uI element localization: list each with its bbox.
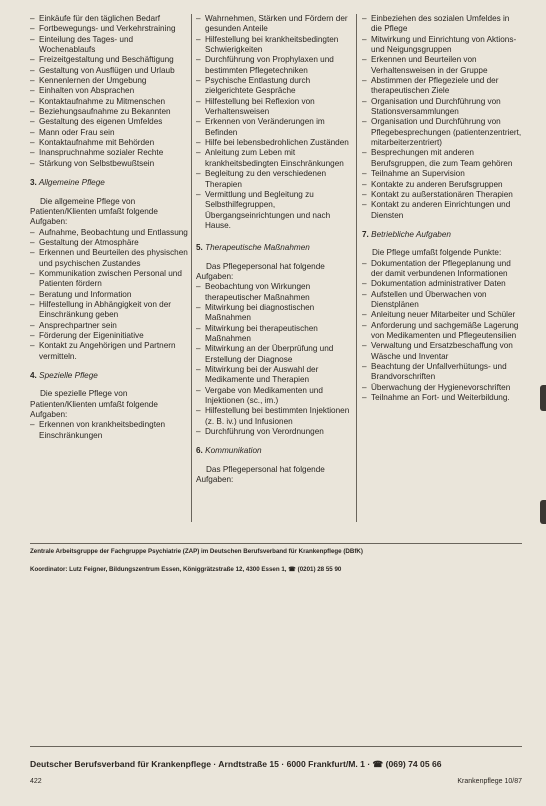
- task-list: [196, 14, 352, 231]
- list-item: – Dokumentation administrativer Daten: [362, 279, 522, 289]
- list-item: – Psychische Entlastung durch zielgerichtete Gespräche: [196, 76, 352, 97]
- coordinator-line: Koordinator: Lutz Feigner, Bildungszentrum Essen, Königgrätzstraße 12, 4300 Essen 1, ☎ (0201) 28 55 90: [30, 566, 342, 573]
- section-intro: Das Pflegepersonal hat folgende Aufgaben:: [196, 464, 325, 485]
- list-item: – Freizeitgestaltung und Beschäftigung: [30, 55, 188, 65]
- task-list: [30, 228, 188, 362]
- list-item: – Mitwirkung bei diagnostischen Maßnahmen: [196, 303, 352, 324]
- list-item: – Mitwirkung bei therapeutischen Maßnahmen: [196, 324, 352, 345]
- list-item: – Kontaktaufnahme zu Mitmenschen: [30, 97, 188, 107]
- section-title: Spezielle Pflege: [39, 371, 98, 380]
- task-list: [362, 259, 522, 404]
- section-heading: [30, 371, 188, 381]
- list-item: – Verwaltung und Ersatzbeschaffung von Wäsche und Inventar: [362, 341, 522, 362]
- scan-edge-mark: [540, 385, 546, 411]
- list-item: – Besprechungen mit anderen Berufsgruppen, die zum Team gehören: [362, 148, 522, 169]
- list-item: – Hilfestellung bei Reflexion von Verhaltensweisen: [196, 97, 352, 118]
- list-item: – Anleitung neuer Mitarbeiter und Schüler: [362, 310, 522, 320]
- task-list: [196, 282, 352, 437]
- list-item: – Einteilung des Tages- und Wochenablaufs: [30, 35, 188, 56]
- section-heading: [362, 230, 522, 240]
- list-item: – Teilnahme an Supervision: [362, 169, 522, 179]
- list-item: – Aufstellen und Überwachen von Dienstplänen: [362, 290, 522, 311]
- journal-issue: Krankenpflege 10/87: [457, 778, 522, 785]
- task-list: [362, 14, 522, 221]
- section-heading: [196, 243, 352, 253]
- list-item: – Kontakt zu außerstationären Therapien: [362, 190, 522, 200]
- list-item: – Hilfe bei lebensbedrohlichen Zuständen: [196, 138, 352, 148]
- column-divider: [191, 14, 192, 522]
- section-number: 7.: [362, 229, 369, 239]
- list-item: – Kontakt zu Angehörigen und Partnern vermitteln.: [30, 341, 188, 362]
- list-item: – Gestaltung von Ausflügen und Urlaub: [30, 66, 188, 76]
- list-item: – Stärkung von Selbstbewußtsein: [30, 159, 188, 169]
- horizontal-rule: [30, 543, 522, 544]
- list-item: – Abstimmen der Pflegeziele und der therapeutischen Ziele: [362, 76, 522, 97]
- list-item: – Mitwirkung und Einrichtung von Aktions- und Neigungsgruppen: [362, 35, 522, 56]
- section-intro: Die spezielle Pflege von Patienten/Klienten umfaßt folgende Aufgaben:: [30, 389, 158, 420]
- section-intro: Die Pflege umfaßt folgende Punkte:: [372, 248, 502, 258]
- list-item: – Fortbewegungs- und Verkehrstraining: [30, 24, 188, 34]
- list-item: – Organisation und Durchführung von Stationsversammlungen: [362, 97, 522, 118]
- list-item: – Vergabe von Medikamenten und Injektionen (sc., im.): [196, 386, 352, 407]
- column-divider: [356, 14, 357, 522]
- list-item: – Beziehungsaufnahme zu Bekannten: [30, 107, 188, 117]
- list-item: – Vermittlung und Begleitung zu Selbsthilfegruppen, Übergangseinrichtungen und nach Hause.: [196, 190, 352, 231]
- list-item: – Einbeziehen des sozialen Umfeldes in die Pflege: [362, 14, 522, 35]
- list-item: – Förderung der Eigeninitiative: [30, 331, 188, 341]
- list-item: – Durchführung von Prophylaxen und bestimmten Pflegetechniken: [196, 55, 352, 76]
- list-item: – Gestaltung der Atmosphäre: [30, 238, 188, 248]
- list-item: – Beobachtung von Wirkungen therapeutischer Maßnahmen: [196, 282, 352, 303]
- list-item: – Anforderung und sachgemäße Lagerung von Medikamenten und Pflegeutensilien: [362, 321, 522, 342]
- working-group-line: Zentrale Arbeitsgruppe der Fachgruppe Psychiatrie (ZAP) im Deutschen Berufsverband für Krankenpflege (DBfK): [30, 548, 363, 555]
- section-number: 5.: [196, 243, 203, 253]
- text-column-3: [362, 14, 522, 403]
- list-item: – Durchführung von Verordnungen: [196, 427, 352, 437]
- list-item: – Kennenlernen der Umgebung: [30, 76, 188, 86]
- list-item: – Wahrnehmen, Stärken und Fördern der gesunden Anteile: [196, 14, 352, 35]
- list-item: – Kontakt zu anderen Einrichtungen und Diensten: [362, 200, 522, 221]
- text-column-2: [196, 14, 352, 485]
- list-item: – Inanspruchnahme sozialer Rechte: [30, 148, 188, 158]
- section-title: Allgemeine Pflege: [38, 178, 105, 188]
- list-item: – Hilfestellung in Abhängigkeit von der Einschränkung geben: [30, 300, 188, 321]
- section-title: Betriebliche Aufgaben: [371, 229, 451, 239]
- list-item: – Erkennen von krankheitsbedingten Einschränkungen: [30, 420, 188, 441]
- section-title: Therapeutische Maßnahmen: [205, 243, 310, 253]
- list-item: – Überwachung der Hygienevorschriften: [362, 383, 522, 393]
- list-item: – Aufnahme, Beobachtung und Entlassung: [30, 228, 188, 238]
- list-item: – Hilfestellung bei krankheitsbedingten Schwierigkeiten: [196, 35, 352, 56]
- section-intro: Die allgemeine Pflege von Patienten/Klienten umfaßt folgende Aufgaben:: [30, 196, 158, 227]
- task-list: [30, 14, 188, 169]
- list-item: – Beratung und Information: [30, 290, 188, 300]
- list-item: – Erkennen und Beurteilen von Verhaltensweisen in der Gruppe: [362, 55, 522, 76]
- list-item: – Dokumentation der Pflegeplanung und der damit verbundenen Informationen: [362, 259, 522, 280]
- section-heading: [196, 446, 352, 456]
- list-item: – Begleitung zu den verschiedenen Therapien: [196, 169, 352, 190]
- list-item: – Kontakte zu anderen Berufsgruppen: [362, 180, 522, 190]
- section-intro: Das Pflegepersonal hat folgende Aufgaben:: [196, 261, 325, 281]
- text-column-1: [30, 14, 188, 441]
- scan-edge-mark: [540, 500, 546, 524]
- publisher-footer: Deutscher Berufsverband für Krankenpflege · Arndtstraße 15 · 6000 Frankfurt/M. 1 · ☎ (069) 74 05 66: [30, 759, 442, 769]
- list-item: – Einkäufe für den täglichen Bedarf: [30, 14, 188, 24]
- list-item: – Kontaktaufnahme mit Behörden: [30, 138, 188, 148]
- section-number: 4.: [30, 371, 37, 380]
- list-item: – Ansprechpartner sein: [30, 321, 188, 331]
- list-item: – Kommunikation zwischen Personal und Patienten fördern: [30, 269, 188, 290]
- section-number: 3.: [30, 178, 37, 188]
- list-item: – Beachtung der Unfallverhütungs- und Brandvorschriften: [362, 362, 522, 383]
- list-item: – Einhalten von Absprachen: [30, 86, 188, 96]
- horizontal-rule: [30, 746, 522, 747]
- list-item: – Anleitung zum Leben mit krankheitsbedingten Einschränkungen: [196, 148, 352, 169]
- section-number: 6.: [196, 446, 203, 456]
- list-item: – Mitwirkung bei der Auswahl der Medikamente und Therapien: [196, 365, 352, 386]
- list-item: – Hilfestellung bei bestimmten Injektionen (z. B. iv.) und Infusionen: [196, 406, 352, 427]
- list-item: – Gestaltung des eigenen Umfeldes: [30, 117, 188, 127]
- task-list: [30, 420, 188, 441]
- list-item: – Erkennen von Veränderungen im Befinden: [196, 117, 352, 138]
- list-item: – Erkennen und Beurteilen des physischen und psychischen Zustandes: [30, 248, 188, 269]
- section-heading: [30, 178, 188, 188]
- list-item: – Organisation und Durchführung von Pflegebesprechungen (patientenzentriert, mitarbeiterzentriert): [362, 117, 522, 148]
- list-item: – Teilnahme an Fort- und Weiterbildung.: [362, 393, 522, 403]
- page-number: 422: [30, 778, 42, 785]
- section-title: Kommunikation: [205, 446, 262, 456]
- list-item: – Mann oder Frau sein: [30, 128, 188, 138]
- list-item: – Mitwirkung an der Überprüfung und Erstellung der Diagnose: [196, 344, 352, 365]
